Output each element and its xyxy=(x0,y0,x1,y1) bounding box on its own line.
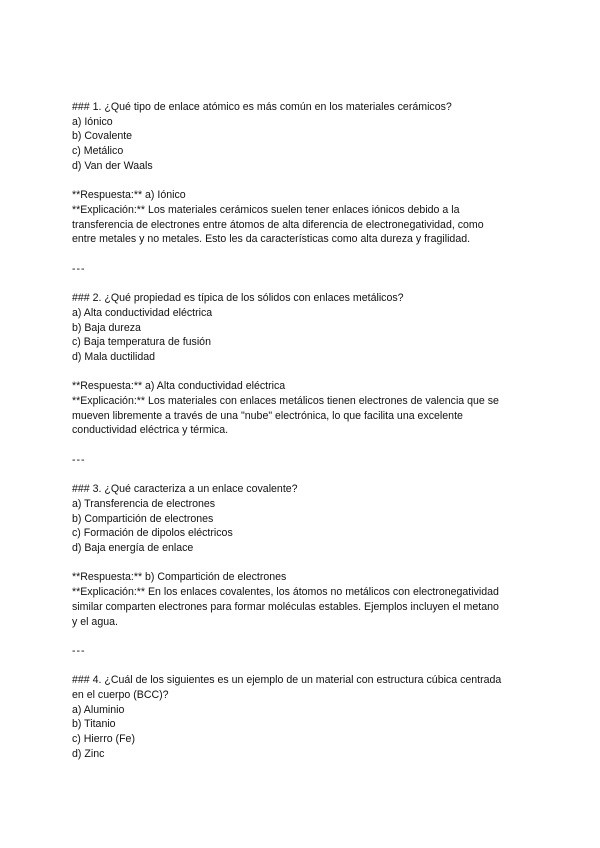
explanation-line: conductividad eléctrica y térmica. xyxy=(72,424,229,437)
answer: **Respuesta:** a) Alta conductividad eléctrica xyxy=(72,380,286,393)
option-d: d) Mala ductilidad xyxy=(72,350,156,363)
option-c: c) Metálico xyxy=(72,145,124,158)
option-b: b) Covalente xyxy=(72,130,133,143)
explanation-line: **Explicación:** En los enlaces covalentes, los átomos no metálicos con electronegatividad xyxy=(72,586,499,599)
question-heading: en el cuerpo (BCC)? xyxy=(72,688,169,701)
explanation-line: similar comparten electrones para formar moléculas estables. Ejemplos incluyen el metano xyxy=(72,600,499,613)
separator: --- xyxy=(72,644,86,657)
answer: **Respuesta:** b) Compartición de electrones xyxy=(72,571,287,584)
option-d: d) Baja energía de enlace xyxy=(72,542,194,554)
option-c: c) Hierro (Fe) xyxy=(72,733,135,746)
document-page xyxy=(72,100,542,762)
question-heading: ### 3. ¿Qué caracteriza a un enlace covalente? xyxy=(72,483,298,496)
option-a: a) Alta conductividad eléctrica xyxy=(72,306,213,319)
option-b: b) Compartición de electrones xyxy=(72,512,214,525)
option-a: a) Iónico xyxy=(72,115,113,128)
explanation-line: mueven libremente a través de una "nube" electrónica, lo que facilita una excelente xyxy=(72,409,463,422)
option-a: a) Transferencia de electrones xyxy=(72,497,216,510)
explanation-line: entre metales y no metales. Esto les da características como alta dureza y fragilidad. xyxy=(72,233,471,246)
question-heading: ### 1. ¿Qué tipo de enlace atómico es más común en los materiales cerámicos? xyxy=(72,101,452,113)
option-b: b) Titanio xyxy=(72,718,116,731)
option-c: c) Baja temperatura de fusión xyxy=(72,336,211,349)
explanation-line: transferencia de electrones entre átomos de alta diferencia de electronegatividad, como xyxy=(72,218,484,231)
option-b: b) Baja dureza xyxy=(72,321,141,334)
separator: --- xyxy=(72,262,86,275)
question-heading: ### 2. ¿Qué propiedad es típica de los sólidos con enlaces metálicos? xyxy=(72,292,404,305)
explanation-line: **Explicación:** Los materiales con enlaces metálicos tienen electrones de valencia que se xyxy=(72,395,499,407)
option-c: c) Formación de dipolos eléctricos xyxy=(72,527,233,540)
question-heading: ### 4. ¿Cuál de los siguientes es un ejemplo de un material con estructura cúbica centrada xyxy=(72,674,502,687)
option-d: d) Van der Waals xyxy=(72,159,153,172)
explanation-line: y el agua. xyxy=(72,615,118,628)
option-d: d) Zinc xyxy=(72,747,105,760)
question-3 xyxy=(72,482,542,629)
question-2 xyxy=(72,291,542,438)
explanation-line: **Explicación:** Los materiales cerámicos suelen tener enlaces iónicos debido a la xyxy=(72,203,460,216)
question-1 xyxy=(72,100,542,247)
option-a: a) Aluminio xyxy=(72,703,125,716)
separator: --- xyxy=(72,453,86,466)
answer: **Respuesta:** a) Iónico xyxy=(72,189,186,202)
question-4 xyxy=(72,673,542,761)
